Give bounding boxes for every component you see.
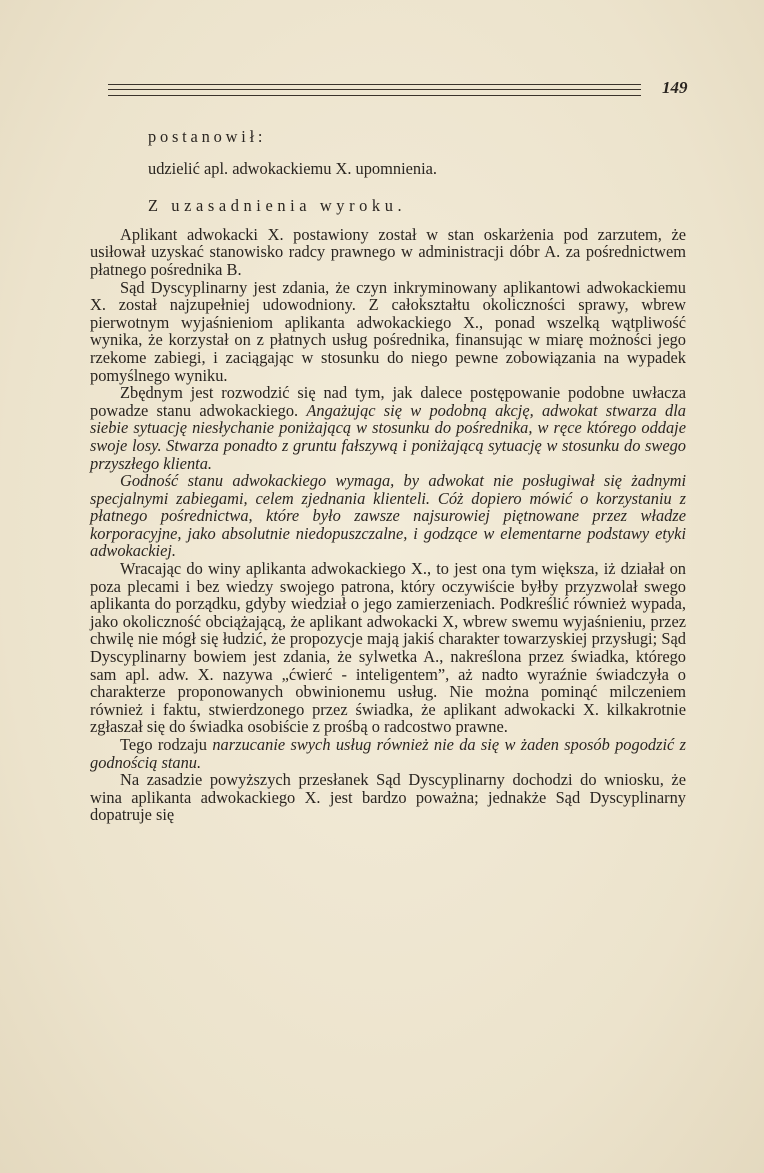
paragraph-guilt: Wracając do winy aplikanta adwokackiego X., to jest ona tym większa, iż działał on poza plecami i bez wiedzy swojego patrona, który oczywiście byłby przyzwolał swego aplikanta do porządku, gdyby wiedział o jego zamierzeniach. Podkreślić również wypada, jako okoliczność obciążającą, że aplikant adwokacki X, wbrew swemu wyjaśnieniu, przez chwilę nie mógł się łudzić, że propozycje mają jakiś charakter towarzyskiej przysługi; Sąd Dyscyplinarny bowiem jest zdania, że sylwetka A., nakreślona przez świadka, którego sam apl. adw. X. nazywa „ćwierć - inteligentem”, aż nadto wyraźnie świadczyła o charakterze proponowanych obwinionemu usług. Nie można pominąć milczeniem również i faktu, stwierdzonego przez świadka, że aplikant adwokacki X. kilkakrotnie zgłaszał się do świadka osobiście z prośbą o radcostwo prawne. (90, 559, 686, 737)
verdict-line: udzielić apl. adwokackiemu X. upomnienia. (148, 158, 438, 178)
paragraph-imposition-italic: narzucanie swych usług również nie da się w żaden sposób pogodzić z godnością stanu. (90, 735, 686, 772)
paragraph-dignity (90, 384, 686, 472)
paragraph-conclusion: Na zasadzie powyższych przesłanek Sąd Dyscyplinarny dochodzi do wniosku, że wina aplikanta adwokackiego X. jest bardzo poważna; jednakże Sąd Dyscyplinarny dopatruje się (90, 770, 686, 825)
paragraph-imposition (90, 736, 686, 771)
reasons-heading: Z uzasadnienia wyroku. (148, 196, 407, 216)
paragraph-charge: Aplikant adwokacki X. postawiony został w stan oskarżenia pod zarzutem, że usiłował uzyskać stanowisko radcy prawnego w administracji dóbr A. za pośrednictwem płatnego pośrednika B. (90, 224, 686, 279)
paragraph-ethics: Godność stanu adwokackiego wymaga, by adwokat nie posługiwał się żadnymi specjalnymi zabiegami, celem zjednania klienteli. Cóż dopiero mówić o korzystaniu z płatnego pośrednictwa, które było zawsze najsurowiej piętnowane przez władze korporacyjne, jako absolutnie niedopuszczalne, i godzące w elementarne podstawy etyki adwokackiej. (90, 471, 686, 561)
paragraph-proof: Sąd Dyscyplinarny jest zdania, że czyn inkryminowany aplikantowi adwokackiemu X. został najzupełniej udowodniony. Z całokształtu okoliczności sprawy, wbrew pierwotnym wyjaśnieniom aplikanta adwokackiego X., ponad wszelką wątpliwość wynika, że korzystał on z płatnych usług pośrednika, finansując w miarę możności jego rzekome zabiegi, i zaciągając w stosunku do niego pewne zobowiązania na wypadek pomyślnego wyniku. (90, 277, 686, 385)
paragraph-imposition-plain: Tego rodzaju (120, 735, 213, 754)
page-body (90, 128, 686, 824)
decision-heading: postanowił: (148, 127, 267, 146)
header-rule (108, 84, 641, 96)
paragraph-dignity-italic: Angażując się w podobną akcję, adwokat stwarza dla siebie sytuację niesłychanie poniżającą w stosunku do pośrednika, w ręce którego oddaje swoje losy. Stwarza ponadto z gruntu fałszywą i poniżającą sytuację w stosunku do swego przyszłego klienta. (90, 400, 686, 473)
paragraph-dignity-plain: Zbędnym jest rozwodzić się nad tym, jak dalece postępowanie podobne uwłacza powadze stanu adwokackiego. (90, 383, 686, 420)
page-number: 149 (662, 78, 688, 97)
